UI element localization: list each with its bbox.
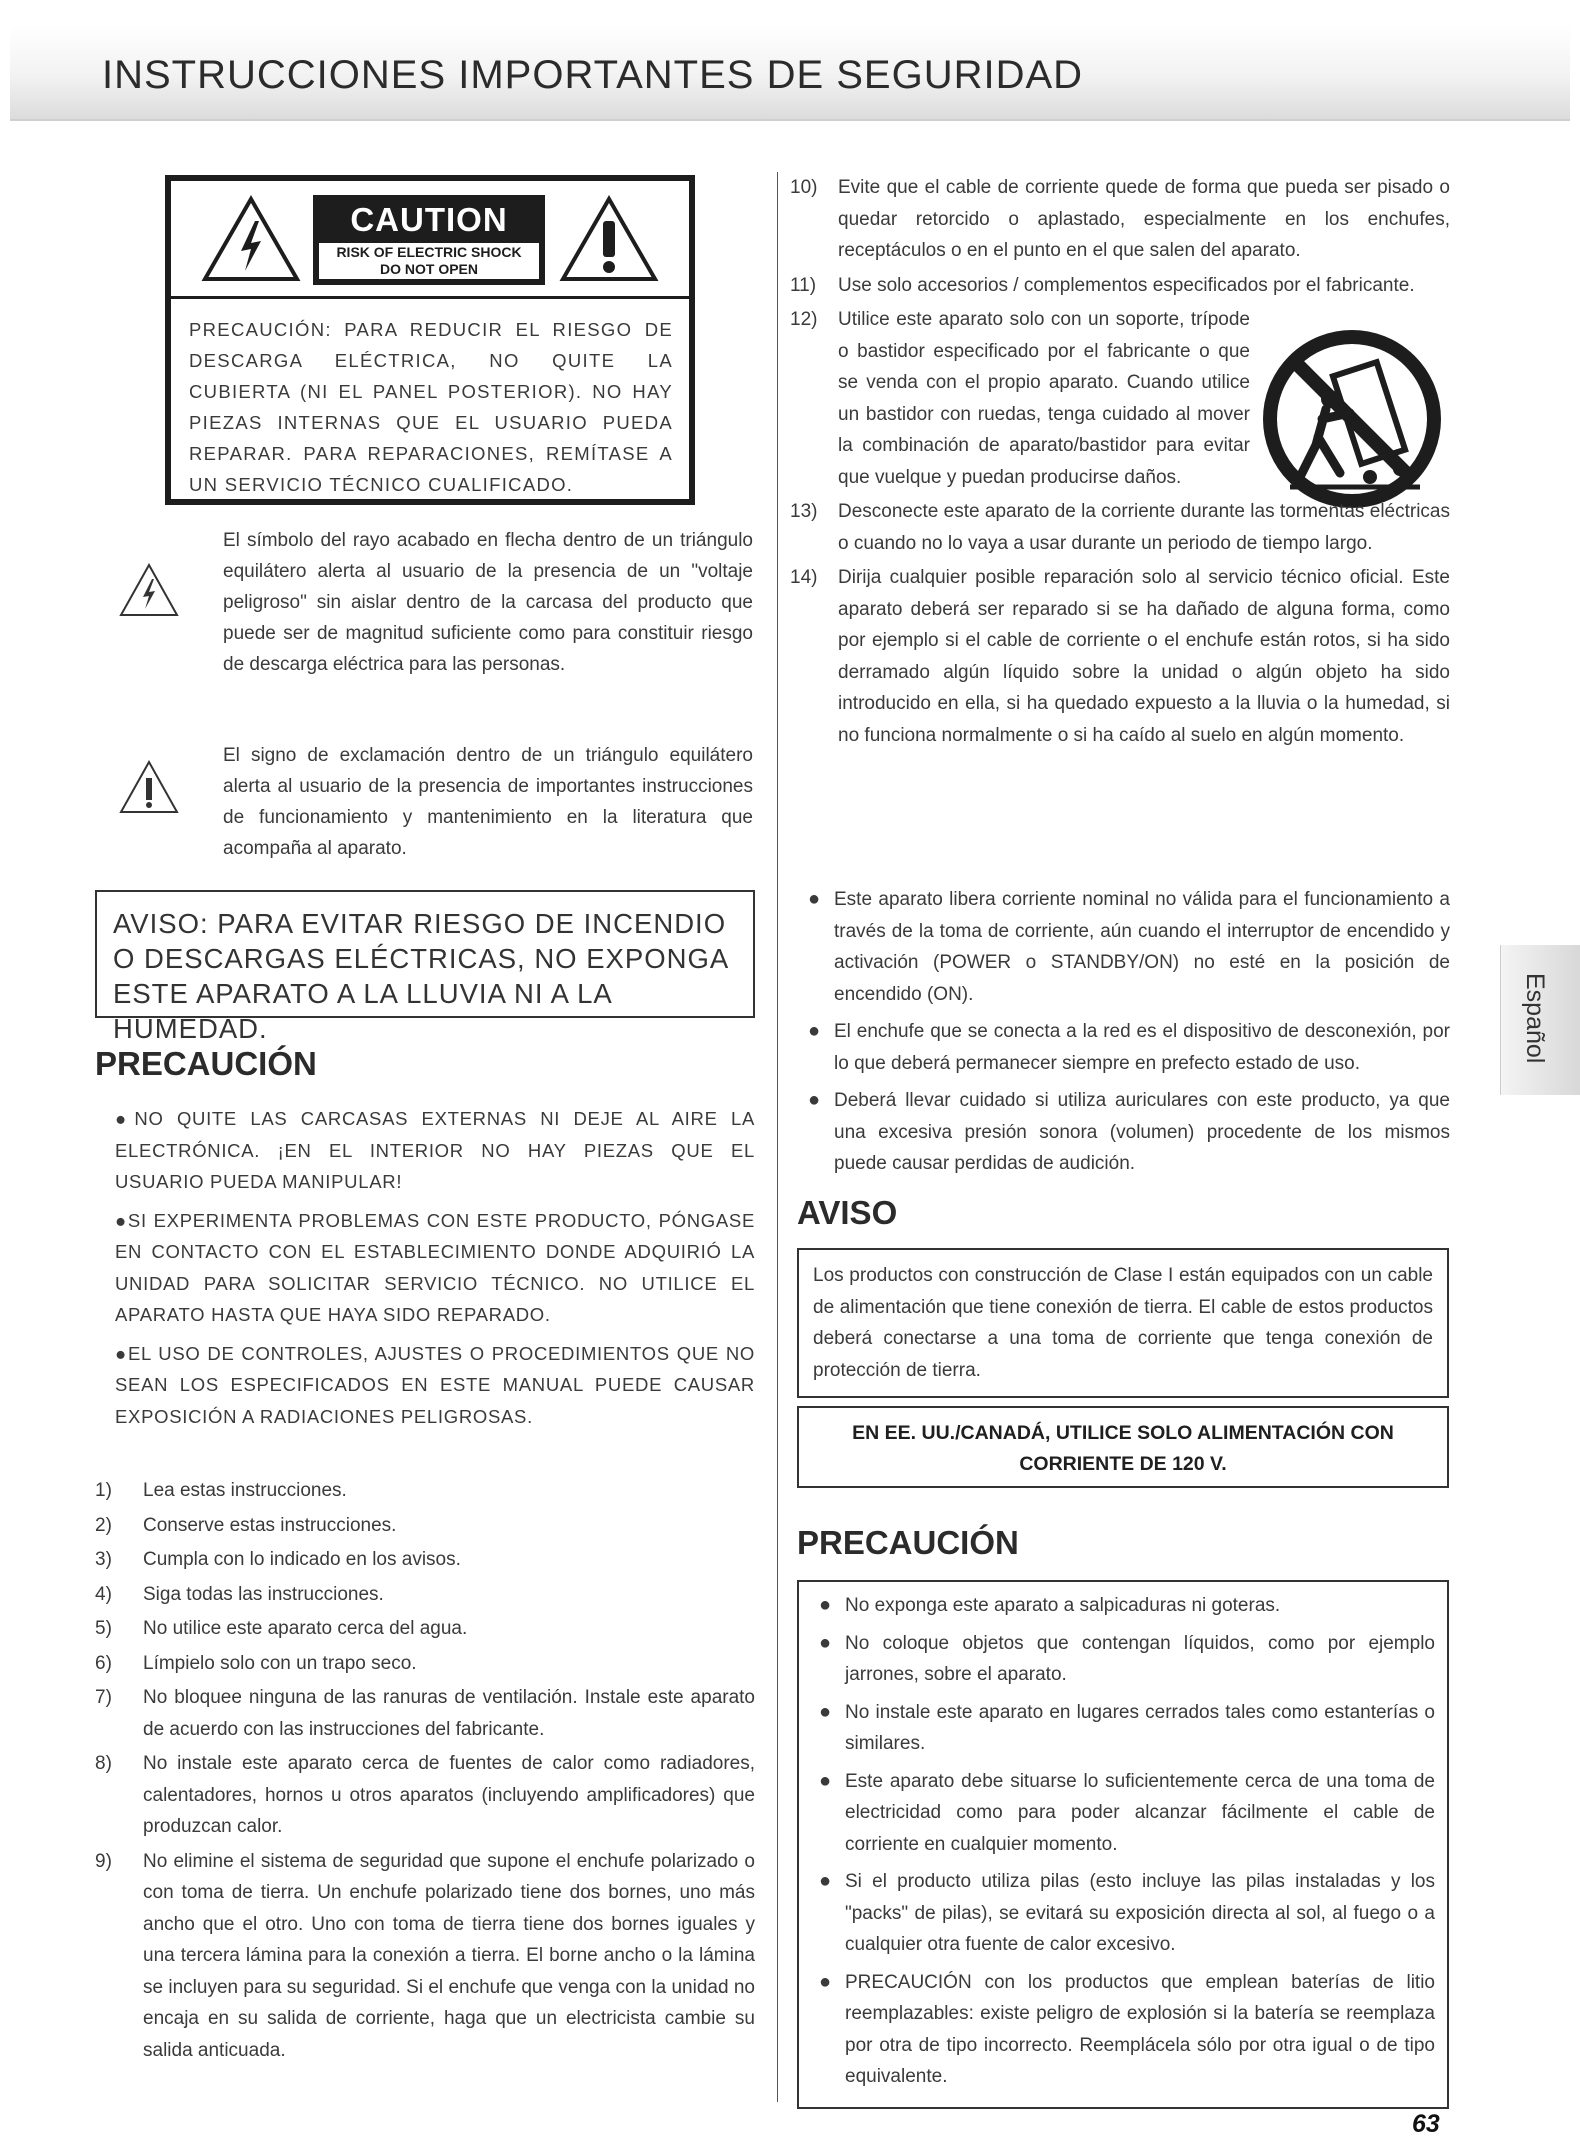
precaucion-right-text: PRECAUCIÓN con los productos que emplean baterías de litio reemplazables: existe peligro de explosión si la batería se reemplaza por otra de tipo incorrecto. Reemplácela sólo por otra igual o de tipo equivalente.	[845, 1971, 1435, 2087]
precaucion-right-item	[811, 1766, 1435, 1861]
instruction-text: Lea estas instrucciones.	[143, 1480, 347, 1501]
instruction-number: 14)	[790, 567, 818, 588]
instruction-item	[790, 172, 1450, 267]
language-side-tab-label: Español	[1521, 973, 1549, 1064]
instruction-text: No instale este aparato cerca de fuentes de calor como radiadores, calentadores, hornos u otros aparatos (incluyendo amplificadores) que produzcan calor.	[143, 1753, 755, 1837]
bullet-icon: ●	[819, 1769, 832, 1792]
instruction-number: 9)	[95, 1850, 112, 1872]
bullet-icon: ●	[819, 1970, 832, 1993]
instruction-item	[95, 1682, 755, 1745]
power-bullet-text: Este aparato libera corriente nominal no válida para el funcionamiento a través de la toma de corriente, aún cuando el interruptor de encendido y activación (POWER o STANDBY/ON) no esté en la posición de encendido (ON).	[834, 889, 1450, 1005]
bullet-icon: ●	[819, 1631, 832, 1654]
instruction-number: 2)	[95, 1514, 112, 1536]
instruction-item	[790, 496, 1450, 559]
page-number: 63	[1412, 2110, 1440, 2138]
instruction-number: 12)	[790, 309, 818, 330]
bullet-icon: ●	[115, 1342, 128, 1364]
power-bullet-text: Deberá llevar cuidado si utiliza auriculares con este producto, ya que una excesiva presión sonora (volumen) procedente de los mismos puede causar perdidas de audición.	[834, 1090, 1450, 1174]
caution-label-text: PRECAUCIÓN: PARA REDUCIR EL RIESGO DE DESCARGA ELÉCTRICA, NO QUITE LA CUBIERTA (NI EL PANEL POSTERIOR). NO HAY PIEZAS INTERNAS QUE EL USUARIO PUEDA REPARAR. PARA REPARACIONES, REMÍTASE A UN SERVICIO TÉCNICO CUALIFICADO.	[189, 319, 673, 495]
precaucion-right-item	[811, 1866, 1435, 1961]
precaucion-right-text: No instale este aparato en lugares cerrados tales como estanterías o similares.	[845, 1701, 1435, 1754]
instruction-item	[95, 1510, 755, 1542]
instruction-item	[790, 562, 1450, 751]
precaucion-right-item	[811, 1697, 1435, 1760]
precaucion-right-text: Este aparato debe situarse lo suficientemente cerca de una toma de electricidad como para poder alcanzar fácilmente el cable de corriente en cualquier momento.	[845, 1770, 1435, 1855]
precaucion-right-text: No coloque objetos que contengan líquidos, como por ejemplo jarrones, sobre el aparato.	[845, 1632, 1435, 1685]
instruction-text: Siga todas las instrucciones.	[143, 1583, 384, 1605]
bullet-icon: ●	[819, 1700, 832, 1723]
instruction-number: 1)	[95, 1480, 112, 1501]
precaucion-heading-left: PRECAUCIÓN	[95, 1045, 317, 1082]
instruction-number: 10)	[790, 177, 818, 198]
instruction-text: Evite que el cable de corriente quede de forma que pueda ser pisado o quedar retorcido o aplastado, especialmente en los enchufes, receptáculos o en el punto en el que salen del aparato.	[838, 177, 1450, 261]
column-divider	[777, 172, 778, 2102]
lightning-symbol-text: El símbolo del rayo acabado en flecha dentro de un triángulo equilátero alerta al usuario de la presencia de un "voltaje peligroso" sin aislar dentro de la carcasa del producto que puede ser de magnitud suficiente como para constituir riesgo de descarga eléctrica para las personas.	[223, 530, 753, 675]
power-bullets-list	[800, 884, 1450, 1186]
precaucion-text: NO QUITE LAS CARCASAS EXTERNAS NI DEJE AL AIRE LA ELECTRÓNICA. ¡EN EL INTERIOR NO HAY PIEZAS QUE EL USUARIO PUEDA MANIPULAR!	[115, 1108, 756, 1192]
exclamation-triangle-icon	[119, 760, 179, 814]
bullet-icon: ●	[808, 1020, 821, 1042]
instruction-item	[790, 304, 1450, 493]
aviso-class1-text: Los productos con construcción de Clase I están equipados con un cable de alimentación que tiene conexión de tierra. El cable de estos productos deberá conectarse a una toma de corriente que tenga conexión de protección de tierra.	[813, 1265, 1433, 1381]
bullet-icon: ●	[808, 888, 821, 910]
instruction-text: Dirija cualquier posible reparación solo al servicio técnico oficial. Este aparato deberá ser reparado si se ha dañado de alguna forma, como por ejemplo si el cable de corriente o el enchufe están rotos, si ha sido derramado algún líquido sobre la unidad o algún objeto ha sido introducido en ella, si ha quedado expuesto a la lluvia o la humedad, si no funciona normalmente o si ha caído al suelo en algún momento.	[838, 567, 1450, 746]
bullet-icon: ●	[819, 1870, 832, 1892]
bullet-icon: ●	[808, 1089, 821, 1111]
caution-label-top	[171, 181, 689, 299]
precaucion-right-item	[811, 1967, 1435, 2093]
instruction-item	[95, 1579, 755, 1611]
instruction-text: Desconecte este aparato de la corriente durante las tormentas eléctricas o cuando no lo vaya a usar durante un periodo de tiempo largo.	[838, 501, 1450, 554]
instructions-list-left	[95, 1475, 755, 2069]
instruction-text: No elimine el sistema de seguridad que supone el enchufe polarizado o con toma de tierra. Un enchufe polarizado tiene dos bornes, uno más ancho que el otro. Uno con toma de tierra tiene dos bornes iguales y una tercera lámina para la conexión a tierra. El borne ancho o la lámina se incluyen para su seguridad. Si el enchufe que venga con la unidad no encaja en su salida de corriente, haga que un electricista cambie su salida anticuada.	[143, 1850, 755, 2061]
precaucion-list-right	[811, 1590, 1435, 2093]
us-canada-line2: CORRIENTE DE 120 V.	[1019, 1453, 1227, 1475]
instruction-text: Utilice este aparato solo con un soporte, trípode o bastidor especificado por el fabricante o que se venda con el propio aparato. Cuando utilice un bastidor con ruedas, tenga cuidado al mover la combinación de aparato/bastidor para evitar que vuelque y puedan producirse daños.	[838, 309, 1250, 488]
precaucion-box-right	[797, 1580, 1449, 2109]
instruction-number: 5)	[95, 1618, 112, 1639]
aviso-warning-box	[95, 890, 755, 1044]
power-bullet-item	[800, 1085, 1450, 1180]
instruction-number: 11)	[790, 274, 817, 296]
instruction-number: 6)	[95, 1652, 112, 1674]
instruction-item	[95, 1475, 755, 1507]
aviso-class1-box	[797, 1248, 1449, 1398]
caution-subtitle	[319, 243, 539, 279]
instruction-text: No utilice este aparato cerca del agua.	[143, 1618, 468, 1639]
instruction-item	[95, 1648, 755, 1680]
instruction-number: 4)	[95, 1583, 112, 1605]
instruction-number: 8)	[95, 1753, 112, 1774]
precaucion-heading-right: PRECAUCIÓN	[797, 1524, 1019, 1561]
precaucion-text: EL USO DE CONTROLES, AJUSTES O PROCEDIMIENTOS QUE NO SEAN LOS ESPECIFICADOS EN ESTE MANUAL PUEDE CAUSAR EXPOSICIÓN A RADIACIONES PELIGROSAS.	[115, 1342, 756, 1427]
precaucion-text: SI EXPERIMENTA PROBLEMAS CON ESTE PRODUCTO, PÓNGASE EN CONTACTO CON EL ESTABLECIMIENTO DONDE ADQUIRIÓ LA UNIDAD PARA SOLICITAR SERVICIO TÉCNICO. NO UTILICE EL APARATO HASTA QUE HAYA SIDO REPARADO.	[115, 1209, 755, 1325]
instruction-item	[95, 1748, 755, 1843]
precaucion-right-item	[811, 1628, 1435, 1691]
precaucion-list-left	[115, 1103, 755, 1439]
instruction-text: Use solo accesorios / complementos especificados por el fabricante.	[838, 274, 1415, 296]
instruction-item	[95, 1544, 755, 1576]
page-header	[10, 25, 1570, 121]
instruction-text: Cumpla con lo indicado en los avisos.	[143, 1549, 461, 1570]
caution-subtitle-line2: DO NOT OPEN	[379, 261, 478, 277]
instruction-item	[95, 1613, 755, 1645]
instruction-number: 7)	[95, 1687, 112, 1708]
instruction-number: 13)	[790, 501, 818, 522]
precaucion-right-text: No exponga este aparato a salpicaduras ni goteras.	[845, 1595, 1281, 1616]
bullet-icon: ●	[819, 1594, 832, 1616]
precaucion-item	[115, 1103, 755, 1198]
power-bullet-item	[800, 1016, 1450, 1079]
power-bullet-item	[800, 884, 1450, 1010]
page-title: INSTRUCCIONES IMPORTANTES DE SEGURIDAD	[102, 53, 1084, 97]
bullet-icon: ●	[115, 1108, 135, 1129]
instruction-item	[790, 270, 1450, 302]
lightning-triangle-icon	[119, 563, 179, 617]
us-canada-power-box	[797, 1406, 1449, 1488]
power-bullet-text: El enchufe que se conecta a la red es el dispositivo de desconexión, por lo que deberá permanecer siempre en prefecto estado de uso.	[834, 1021, 1450, 1074]
instruction-number: 3)	[95, 1549, 112, 1570]
lightning-triangle-icon	[201, 195, 301, 283]
precaucion-right-item	[811, 1590, 1435, 1622]
language-side-tab	[1500, 945, 1580, 1095]
caution-subtitle-line1: RISK OF ELECTRIC SHOCK	[336, 244, 522, 260]
aviso-heading-right: AVISO	[797, 1194, 898, 1231]
instruction-item	[95, 1846, 755, 2067]
exclamation-symbol-text: El signo de exclamación dentro de un triángulo equilátero alerta al usuario de la presencia de importantes instrucciones de funcionamiento y mantenimiento en la literatura que acompaña al aparato.	[223, 745, 753, 859]
caution-title: CAUTION	[350, 201, 508, 238]
exclamation-triangle-icon	[559, 195, 659, 283]
instructions-list-right	[790, 172, 1450, 754]
precaucion-item	[115, 1338, 755, 1433]
precaucion-item	[115, 1205, 755, 1331]
bullet-icon: ●	[115, 1209, 128, 1231]
instruction-text: Conserve estas instrucciones.	[143, 1514, 397, 1536]
precaucion-right-text: Si el producto utiliza pilas (esto incluye las pilas instaladas y los "packs" de pilas), se evitará su exposición directa al sol, al fuego o a cualquier otra fuente de calor excesivo.	[845, 1871, 1435, 1955]
caution-badge	[313, 195, 545, 285]
instruction-text: No bloquee ninguna de las ranuras de ventilación. Instale este aparato de acuerdo con las instrucciones del fabricante.	[143, 1687, 755, 1740]
instruction-text: Límpielo solo con un trapo seco.	[143, 1652, 417, 1674]
aviso-warning-text: AVISO: PARA EVITAR RIESGO DE INCENDIO O DESCARGAS ELÉCTRICAS, NO EXPONGA ESTE APARATO A LA LLUVIA NI A LA HUMEDAD.	[113, 908, 728, 1044]
us-canada-line1: EN EE. UU./CANADÁ, UTILICE SOLO ALIMENTACIÓN CON	[852, 1422, 1394, 1444]
caution-label-box	[165, 175, 695, 505]
